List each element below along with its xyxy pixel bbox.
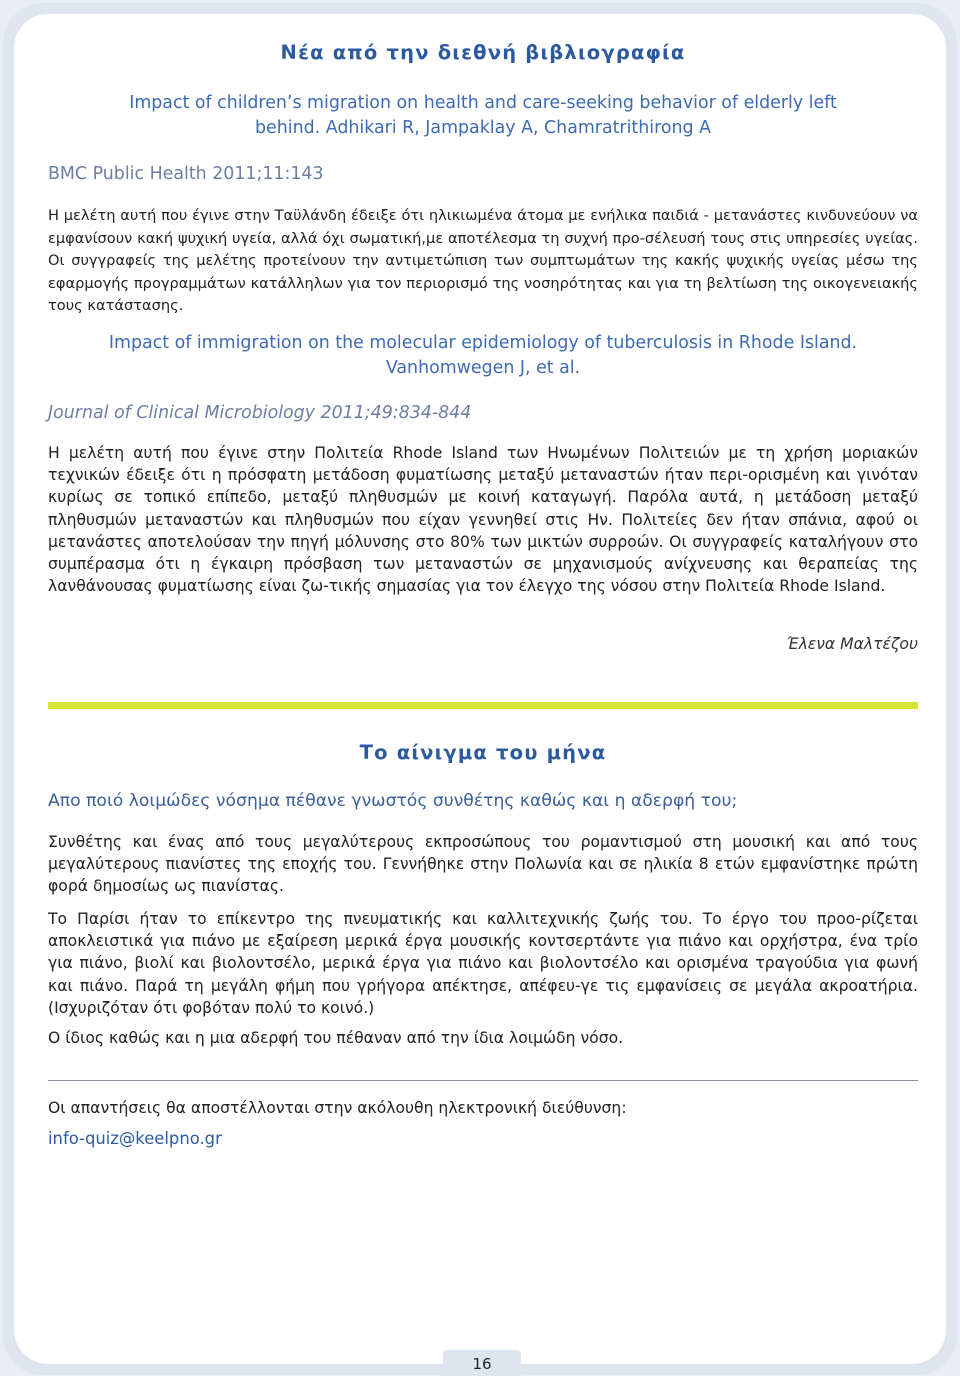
article2-summary: Η μελέτη αυτή που έγινε στην Πολιτεία Rhode Island των Ηνωμένων Πολιτειών με τη χρήση μοριακών τεχνικών έδειξε ότι η πρόσφατη μετάδοση φυματίωσης μεταξύ μεταναστών ήταν περι-ορισμένη και γινόταν κυρίως σε τοπικό επίπεδο, μεταξύ πληθυσμών με κοινή καταγωγή. Παρόλα αυτά, η μετάδοση μεταξύ πληθυσμών μεταναστών και πληθυσμών που είχαν γεννηθεί στις Ην. Πολιτείες δεν ήταν σπάνια, αφού οι μετανάστες αποτελούσαν την πηγή μόλυνσης στο 80% των μικτών συρροών. Οι συγγραφείς καταλήγουν στο συμπέρασμα ότι η έγκαιρη πρόσβαση των μεταναστών σε μηχανισμούς ανίχνευσης και θεραπείας της λανθάνουσας φυματίωσης είναι ζω-τικής σημασίας για τον έλεγχο της νόσου στην Πολιτεία Rhode Island. bbox=[48, 444, 918, 596]
email-divider bbox=[48, 1080, 918, 1081]
article1-title bbox=[48, 91, 918, 141]
riddle-paragraph-2: Το Παρίσι ήταν το επίκεντρο της πνευματικής και καλλιτεχνικής ζωής του. Το έργο του προο-ρίζεται αποκλειστικά για πιάνο με εξαίρεση μερικά έργα μουσικής κοντσερτάντε για πιάνο και ορχήστρα, ένα τρίο για πιάνο, βιολί και βιολοντσέλο, μερικά έργα για πιάνο και βιολοντσέλο και ορισμένα τραγούδια για φωνή και πιάνο. Παρά τη μεγάλη φήμη που γρήγορα απέκτησε, απέφευ-γε τις εμφανίσεις σε μεγάλα ακροατήρια. (Ισχυριζόταν ότι φοβόταν πολύ το κοινό.) bbox=[48, 910, 918, 1017]
email-link[interactable]: info-quiz@keelpno.gr bbox=[48, 1129, 222, 1148]
article1-title-line2: behind. Adhikari R, Jampaklay A, Chamratrithirong A bbox=[255, 118, 711, 138]
page-number: 16 bbox=[472, 1355, 492, 1373]
section-heading-bibliography: Νέα από την διεθνή βιβλιογραφία bbox=[280, 41, 686, 64]
article2-title-line1: Impact of immigration on the molecular epidemiology of tuberculosis in Rhode Island. bbox=[108, 333, 858, 353]
article1-title-line1: Impact of children’s migration on health and care-seeking behavior of elderly left bbox=[129, 93, 837, 113]
article2-journal: Journal of Clinical Microbiology 2011;49:834-844 bbox=[48, 403, 472, 423]
article2-title-line2: Vanhomwegen J, et al. bbox=[385, 358, 581, 378]
riddle-question: Απο ποιό λοιμώδες νόσημα πέθανε γνωστός συνθέτης καθώς και η αδερφή του; bbox=[48, 791, 738, 811]
author-signature: Έλενα Μαλτέζου bbox=[786, 635, 918, 653]
section-heading-riddle: Το αίνιγμα του μήνα bbox=[359, 741, 607, 764]
email-intro: Οι απαντήσεις θα αποστέλλονται στην ακόλουθη ηλεκτρονική διεύθυνση: bbox=[48, 1099, 627, 1117]
riddle-paragraph-3: Ο ίδιος καθώς και η μια αδερφή του πέθαναν από την ίδια λοιμώδη νόσο. bbox=[48, 1029, 624, 1047]
section-divider bbox=[48, 702, 918, 709]
riddle-paragraph-1: Συνθέτης και ένας από τους μεγαλύτερους εκπροσώπους του ρομαντισμού στη μουσική και από τους μεγαλύτερους πιανίστες της εποχής του. Γεννήθηκε στην Πολωνία και σε ηλικία 8 ετών εμφανίστηκε πρώτη φορά δημοσίως ως πιανίστας. bbox=[48, 833, 918, 896]
article1-journal: BMC Public Health 2011;11:143 bbox=[48, 164, 324, 184]
article1-summary: Η μελέτη αυτή που έγινε στην Ταϋλάνδη έδειξε ότι ηλικιωμένα άτομα με ενήλικα παιδιά - μετανάστες κινδυνεύουν να εμφανίσουν κακή ψυχική υγεία, αλλά όχι σωματική,με αποτέλεσμα τη συχνή προ-σέλευσή τους στις υπηρεσίες υγείας. Οι συγγραφείς της μελέτης προτείνουν την αντιμετώπιση των συμπτωμάτων της κακής ψυχικής υγείας μέσω της εφαρμογής προγραμμάτων κατάλληλων για τον περιορισμό της νοσηρότητας και για τη βελτίωση της οικογενειακής τους κατάστασης. bbox=[48, 207, 918, 314]
article2-title bbox=[48, 331, 918, 381]
